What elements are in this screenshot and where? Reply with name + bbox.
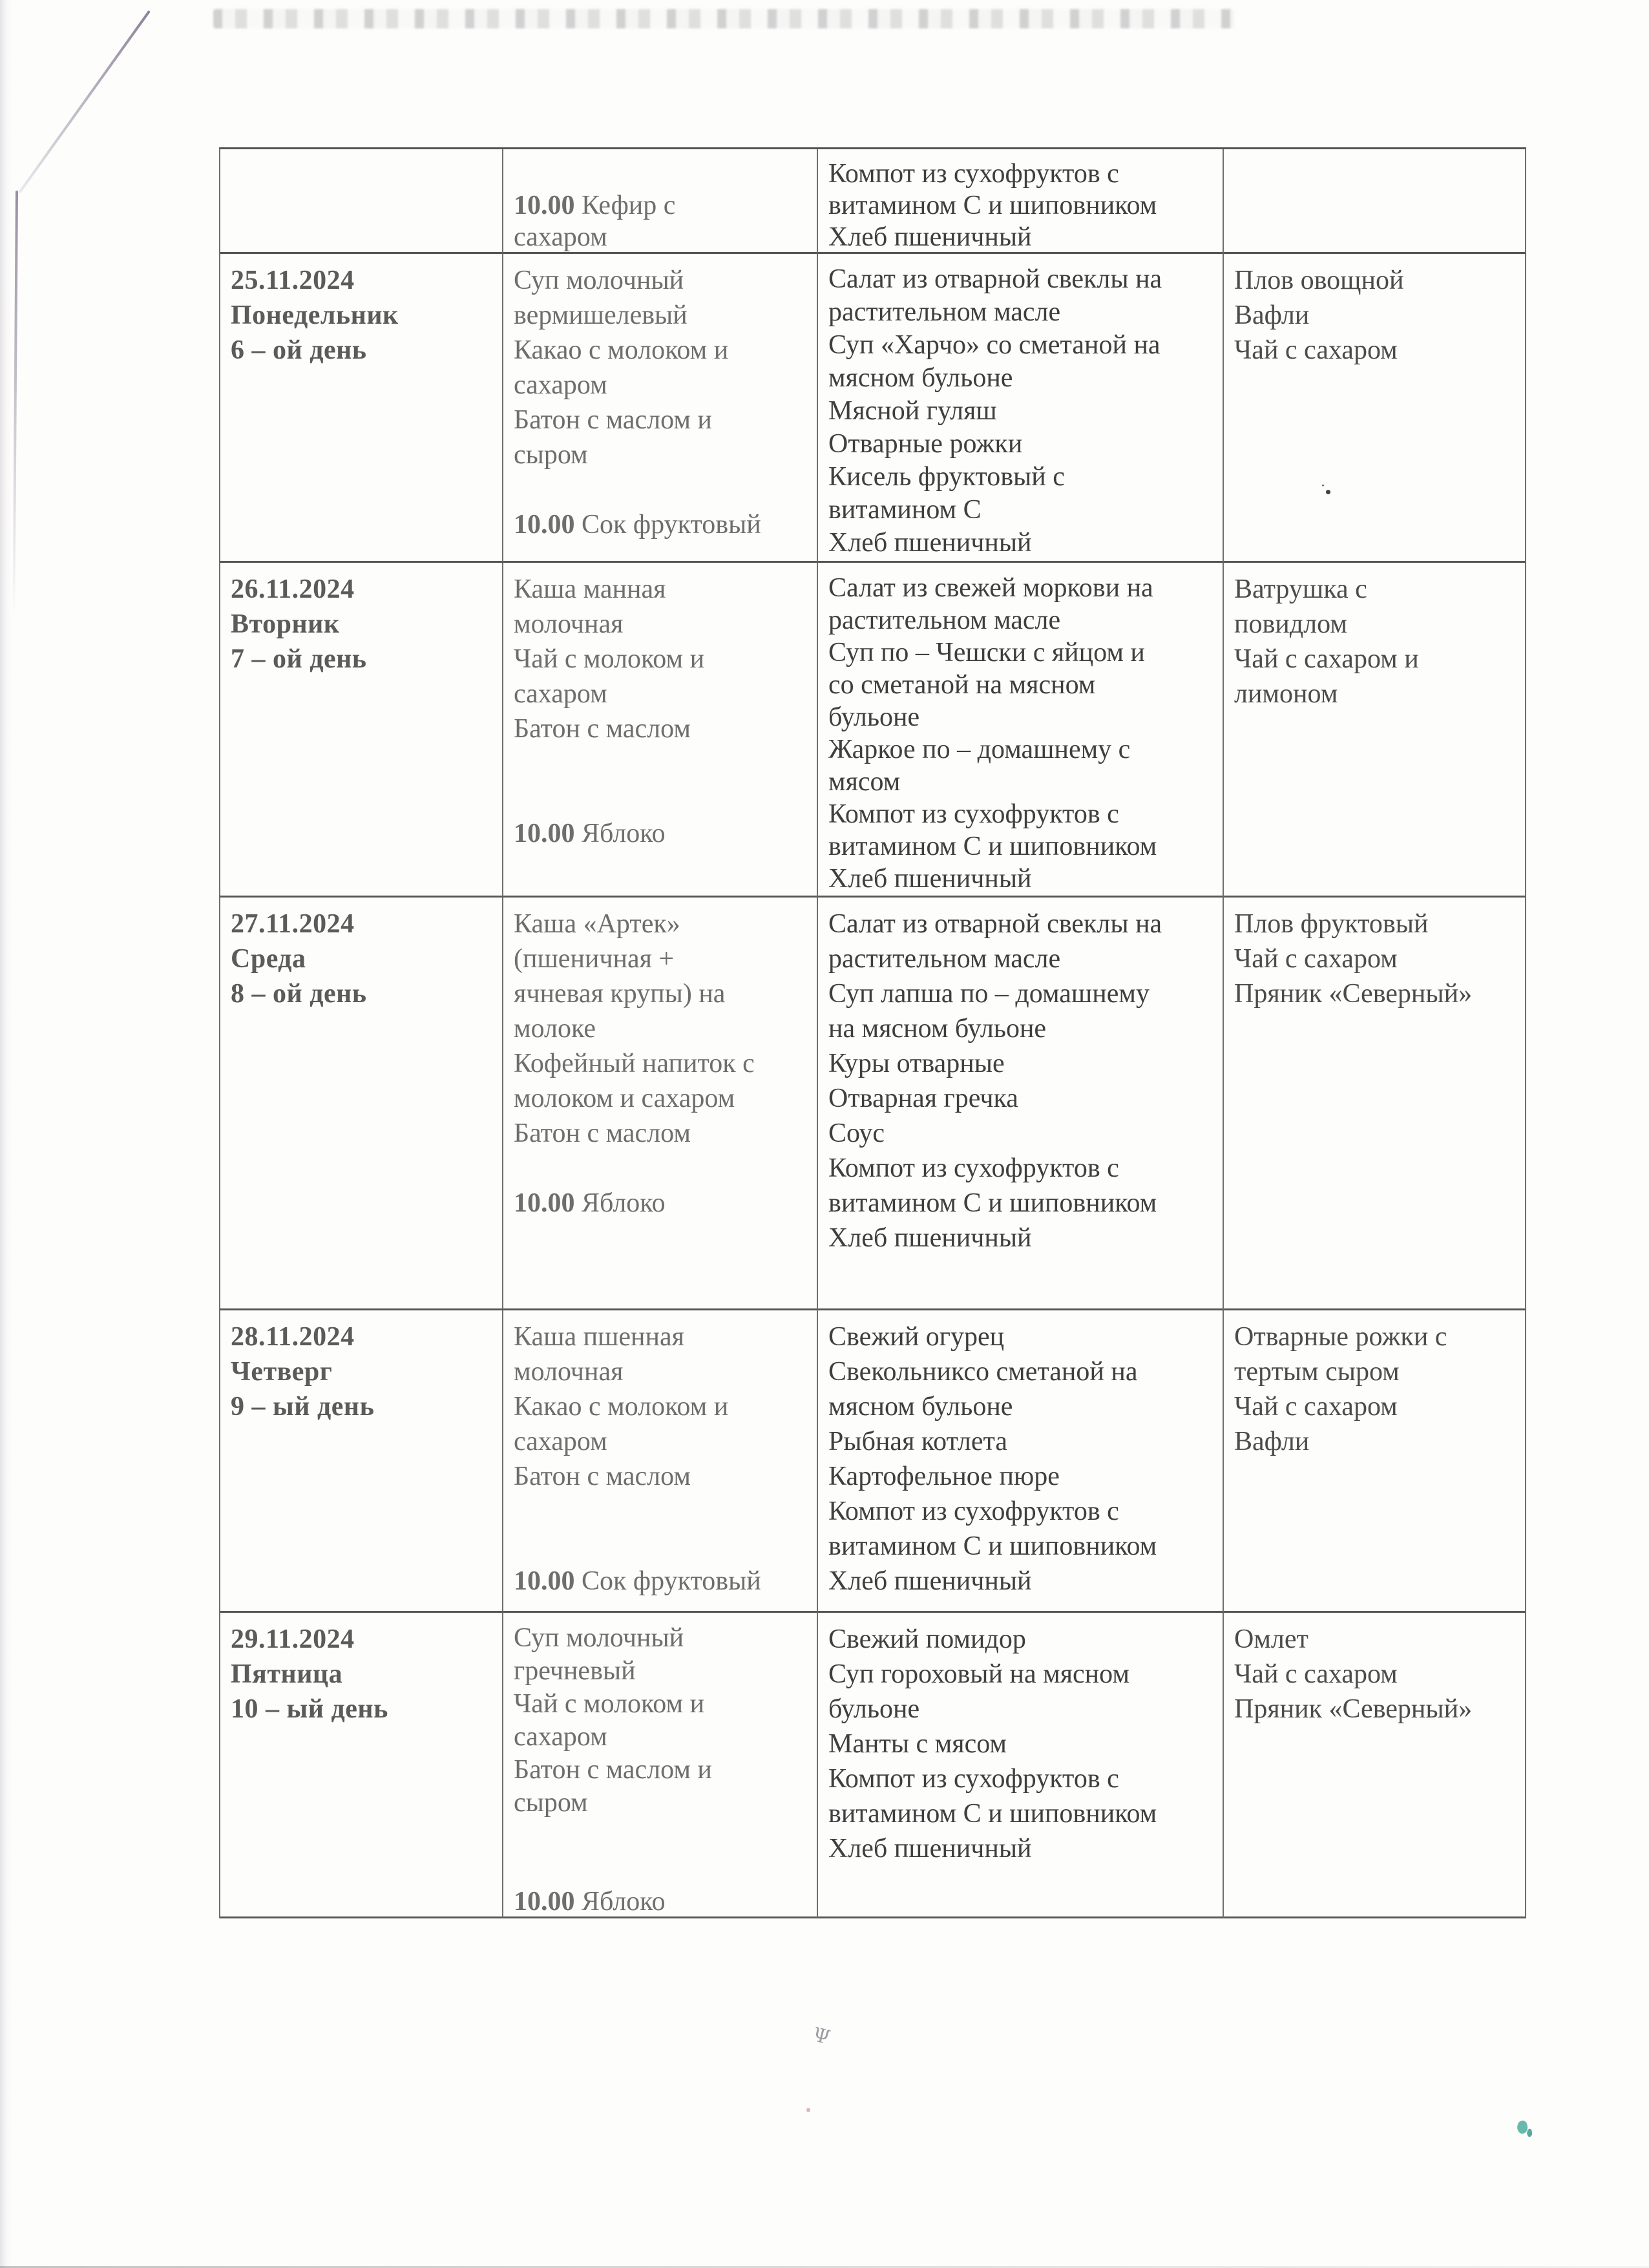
menu-text-line: витамином С и шиповником xyxy=(828,1799,1157,1829)
menu-text-line: 10 – ый день xyxy=(231,1694,388,1724)
menu-text-line: Пятница xyxy=(231,1659,343,1689)
menu-table xyxy=(219,147,1526,1918)
table-cell-r4c3 xyxy=(1224,1310,1526,1613)
table-cell-r0c2 xyxy=(818,149,1224,254)
menu-text-line: Чай с молоком и xyxy=(514,644,705,674)
menu-text-line: Вафли xyxy=(1234,300,1310,330)
menu-text-line: Суп «Харчо» со сметаной на xyxy=(828,330,1161,360)
menu-text-line: Салат из свежей моркови на xyxy=(828,573,1153,603)
menu-text-line: Компот из сухофруктов с xyxy=(828,1153,1119,1183)
table-cell-r2c2 xyxy=(818,563,1224,898)
menu-text-line: Суп по – Чешски с яйцом и xyxy=(828,638,1145,667)
menu-text-line: 26.11.2024 xyxy=(231,574,355,604)
menu-text-line: Каша «Артек» xyxy=(514,909,680,939)
menu-text-line: мясном бульоне xyxy=(828,1392,1013,1422)
menu-text-line: Куры отварные xyxy=(828,1049,1005,1078)
menu-text-line: 28.11.2024 xyxy=(231,1322,355,1352)
menu-text-line: бульоне xyxy=(828,702,920,732)
menu-text-line: Соус xyxy=(828,1118,885,1148)
table-cell-r2c3 xyxy=(1224,563,1526,898)
menu-text-line: 10.00 Яблоко xyxy=(514,1188,666,1218)
table-cell-r3c2 xyxy=(818,898,1224,1310)
menu-text-line: Хлеб пшеничный xyxy=(828,864,1032,894)
menu-text-line: Чай с сахаром и xyxy=(1234,644,1419,674)
table-cell-r4c2 xyxy=(818,1310,1224,1613)
menu-text-line: (пшеничная + xyxy=(514,944,675,974)
menu-text-line: 10.00 Сок фруктовый xyxy=(514,510,761,540)
menu-text-line: молочная xyxy=(514,609,624,639)
menu-text-line: Какао с молоком и xyxy=(514,335,729,365)
menu-text-line xyxy=(514,472,810,507)
menu-text-line: Свежий помидор xyxy=(828,1624,1026,1654)
menu-text-line: витамином С и шиповником xyxy=(828,1188,1157,1218)
menu-text-line: Кисель фруктовый с xyxy=(828,462,1065,492)
menu-text-line: витамином С и шиповником xyxy=(828,191,1157,220)
time-label: 10.00 xyxy=(514,819,582,848)
menu-text-line: Вафли xyxy=(1234,1427,1310,1456)
menu-text-line: Хлеб пшеничный xyxy=(828,1566,1032,1596)
menu-text-line: растительном масле xyxy=(828,605,1061,635)
time-label: 10.00 xyxy=(514,1566,582,1596)
menu-text-line: Понедельник xyxy=(231,300,399,330)
menu-text-line: витамином С и шиповником xyxy=(828,1531,1157,1561)
menu-text-line: со сметаной на мясном xyxy=(828,670,1096,700)
menu-text-line: Суп лапша по – домашнему xyxy=(828,979,1150,1009)
menu-text-line: вермишелевый xyxy=(514,300,688,330)
menu-text-line: Хлеб пшеничный xyxy=(828,528,1032,558)
menu-text-line: ячневая крупы) на xyxy=(514,979,726,1009)
menu-text-line: 10.00 Яблоко xyxy=(514,819,666,848)
menu-text-line: сахаром xyxy=(514,222,607,252)
menu-text-line: Плов овощной xyxy=(1234,266,1404,295)
menu-text-line: мясном бульоне xyxy=(828,363,1013,393)
menu-text-line: Каша пшенная xyxy=(514,1322,684,1352)
menu-text-line: Какао с молоком и xyxy=(514,1392,729,1422)
menu-text-line: Хлеб пшеничный xyxy=(828,222,1032,252)
menu-text-line: 10.00 Яблоко xyxy=(514,1887,666,1916)
menu-text-line: молоком и сахаром xyxy=(514,1084,735,1113)
menu-text-line: сахаром xyxy=(514,679,607,709)
table-cell-r4c0 xyxy=(220,1310,503,1613)
menu-text-line: гречневый xyxy=(514,1656,636,1686)
menu-text-line: Хлеб пшеничный xyxy=(828,1834,1032,1864)
table-cell-r1c2 xyxy=(818,254,1224,563)
menu-text-line: Омлет xyxy=(1234,1624,1308,1654)
menu-text-line: повидлом xyxy=(1234,609,1347,639)
menu-text-line: Суп гороховый на мясном xyxy=(828,1659,1129,1689)
menu-text-line: Свежий огурец xyxy=(828,1322,1005,1352)
menu-text-line: тертым сыром xyxy=(1234,1357,1400,1387)
menu-text-line: Ватрушка с xyxy=(1234,574,1367,604)
menu-text-line: сыром xyxy=(514,440,588,470)
menu-text-line: Хлеб пшеничный xyxy=(828,1223,1032,1253)
table-cell-r3c1 xyxy=(503,898,818,1310)
menu-text-line: 29.11.2024 xyxy=(231,1624,355,1654)
menu-text-line: 10.00 Сок фруктовый xyxy=(514,1566,761,1596)
scanner-smudge-artifact xyxy=(213,9,1234,28)
table-cell-r1c3 xyxy=(1224,254,1526,563)
menu-text-line: молоке xyxy=(514,1014,596,1044)
table-cell-r3c0 xyxy=(220,898,503,1310)
scan-diagonal-fold-artifact xyxy=(18,10,151,194)
table-cell-r5c3 xyxy=(1224,1613,1526,1918)
menu-text-line: Мясной гуляш xyxy=(828,396,997,426)
menu-text-line: Плов фруктовый xyxy=(1234,909,1429,939)
menu-text-line: витамином С xyxy=(828,495,982,525)
menu-text-line xyxy=(514,1820,810,1853)
menu-text-line: бульоне xyxy=(828,1694,920,1724)
time-label: 10.00 xyxy=(514,1188,582,1218)
menu-text-line: Картофельное пюре xyxy=(828,1462,1060,1491)
menu-text-line: Суп молочный xyxy=(514,266,684,295)
menu-text-line: Четверг xyxy=(231,1357,333,1387)
menu-text-line: Среда xyxy=(231,944,306,974)
menu-text-line xyxy=(514,746,810,781)
menu-text-line: Компот из сухофруктов с xyxy=(828,1764,1119,1794)
menu-text-line: Пряник «Северный» xyxy=(1234,979,1473,1009)
menu-text-line: 8 – ой день xyxy=(231,979,367,1009)
table-cell-r1c1 xyxy=(503,254,818,563)
menu-text-line: Манты с мясом xyxy=(828,1729,1007,1759)
menu-text-line: Компот из сухофруктов с xyxy=(828,1496,1119,1526)
menu-text-line: сахаром xyxy=(514,370,607,400)
menu-text-line: Вторник xyxy=(231,609,340,639)
menu-text-line: витамином С и шиповником xyxy=(828,832,1157,861)
menu-text-line: Батон с маслом и xyxy=(514,405,712,435)
menu-text-line xyxy=(514,1494,810,1529)
menu-text-line: на мясном бульоне xyxy=(828,1014,1047,1044)
menu-text-line xyxy=(514,781,810,816)
pencil-squiggle-artifact: Ψ xyxy=(810,2023,833,2050)
menu-text-line xyxy=(514,1151,810,1186)
menu-text-line: молочная xyxy=(514,1357,624,1387)
time-label: 10.00 xyxy=(514,1887,582,1916)
menu-text-line: Батон с маслом xyxy=(514,1462,691,1491)
menu-text-line: растительном масле xyxy=(828,297,1061,327)
menu-text-line: Чай с сахаром xyxy=(1234,1659,1398,1689)
table-cell-r0c3 xyxy=(1224,149,1526,254)
scan-edge-line-artifact xyxy=(12,191,18,617)
teal-ink-blot-artifact xyxy=(1516,2120,1529,2135)
menu-text-line: Чай с молоком и xyxy=(514,1689,705,1719)
table-cell-r4c1 xyxy=(503,1310,818,1613)
menu-text-line: Отварные рожки с xyxy=(1234,1322,1447,1352)
menu-text-line xyxy=(514,1529,810,1564)
menu-text-line: Чай с сахаром xyxy=(1234,335,1398,365)
menu-text-line: лимоном xyxy=(1234,679,1338,709)
menu-text-line: Компот из сухофруктов с xyxy=(828,799,1119,829)
menu-text-line: Батон с маслом xyxy=(514,1118,691,1148)
menu-text-line: Отварные рожки xyxy=(828,429,1023,459)
menu-text-line: Салат из отварной свеклы на xyxy=(828,909,1162,939)
menu-text-line: Жаркое по – домашнему с xyxy=(828,735,1131,764)
menu-text-line: Компот из сухофруктов с xyxy=(828,159,1119,189)
table-cell-r5c1 xyxy=(503,1613,818,1918)
menu-text-line: растительном масле xyxy=(828,944,1061,974)
pink-speck-artifact xyxy=(806,2108,810,2112)
menu-text-line: Чай с сахаром xyxy=(1234,1392,1398,1422)
table-cell-r5c2 xyxy=(818,1613,1224,1918)
menu-text-line: сыром xyxy=(514,1788,588,1818)
table-cell-r3c3 xyxy=(1224,898,1526,1310)
menu-text-line xyxy=(514,1853,810,1885)
menu-text-line: Каша манная xyxy=(514,574,666,604)
table-cell-r0c0 xyxy=(220,149,503,254)
menu-text-line: Свекольниксо сметаной на xyxy=(828,1357,1138,1387)
menu-text-line: Салат из отварной свеклы на xyxy=(828,264,1162,294)
menu-text-line: Батон с маслом и xyxy=(514,1755,712,1785)
menu-text-line: 27.11.2024 xyxy=(231,909,355,939)
menu-text-line: 7 – ой день xyxy=(231,644,367,674)
menu-text-line: сахаром xyxy=(514,1722,607,1752)
menu-text-line: мясом xyxy=(828,767,901,797)
time-label: 10.00 xyxy=(514,191,582,220)
menu-text-line: 25.11.2024 xyxy=(231,266,355,295)
table-cell-r5c0 xyxy=(220,1613,503,1918)
menu-text-line: Рыбная котлета xyxy=(828,1427,1008,1456)
table-cell-r2c0 xyxy=(220,563,503,898)
menu-text-line: 6 – ой день xyxy=(231,335,367,365)
menu-text-line: 10.00 Кефир с xyxy=(514,191,676,220)
menu-text-line: Суп молочный xyxy=(514,1623,684,1653)
menu-text-line: Пряник «Северный» xyxy=(1234,1694,1473,1724)
table-cell-r2c1 xyxy=(503,563,818,898)
time-label: 10.00 xyxy=(514,510,582,540)
table-cell-r1c0 xyxy=(220,254,503,563)
menu-text-line: Чай с сахаром xyxy=(1234,944,1398,974)
menu-text-line xyxy=(514,158,810,190)
menu-text-line: Батон с маслом xyxy=(514,714,691,744)
table-cell-r0c1 xyxy=(503,149,818,254)
menu-text-line: сахаром xyxy=(514,1427,607,1456)
menu-text-line: Отварная гречка xyxy=(828,1084,1018,1113)
menu-text-line: 9 – ый день xyxy=(231,1392,375,1422)
menu-text-line: Кофейный напиток с xyxy=(514,1049,755,1078)
